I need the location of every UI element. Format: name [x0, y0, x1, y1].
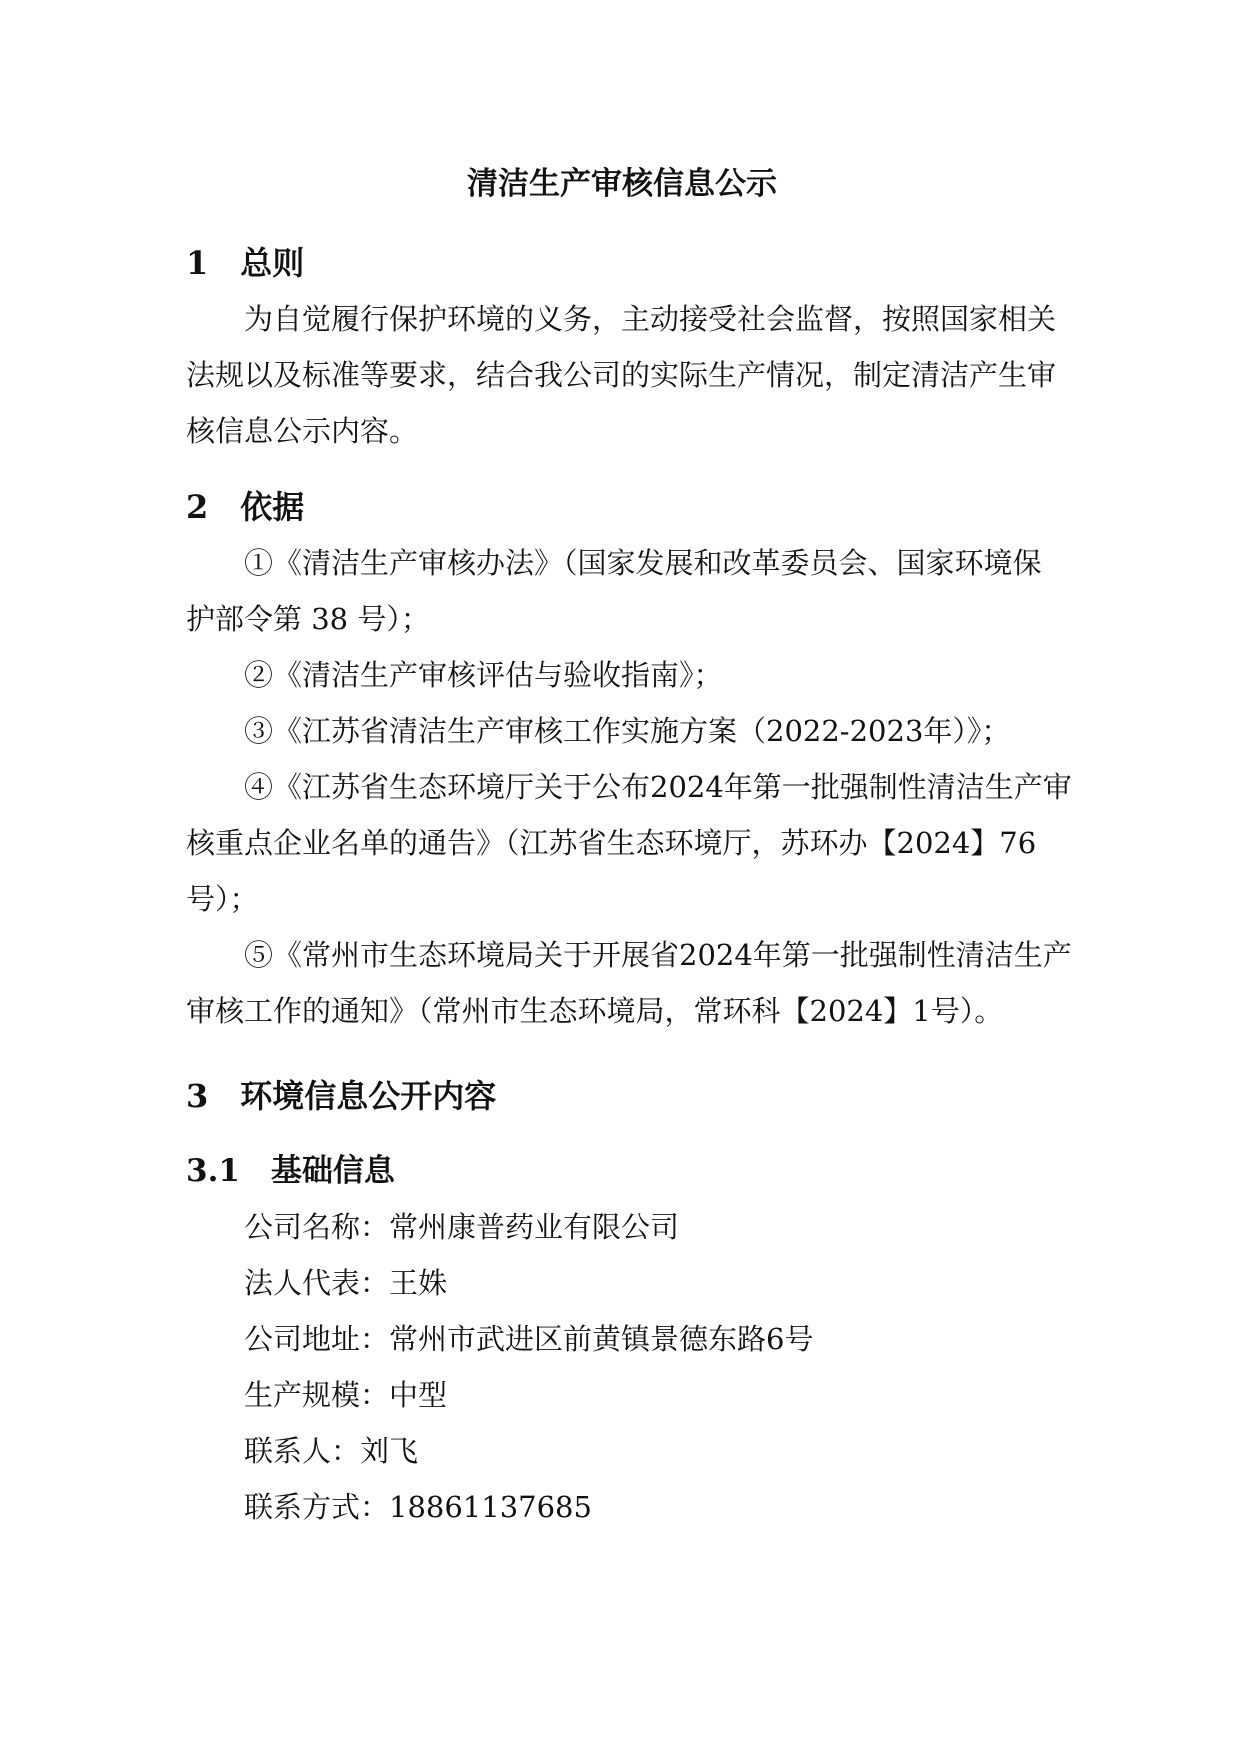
section-2-heading: 2 依据	[186, 488, 305, 526]
list-item-5-line: 审核工作的通知》（常州市生态环境局，常环科【2024】1号）。	[186, 994, 1004, 1028]
paragraph-line: 核信息公示内容。	[186, 414, 419, 448]
contact-phone-line: 联系方式：18861137685	[244, 1490, 592, 1524]
list-item-4-line: 核重点企业名单的通告》（江苏省生态环境厅，苏环办【2024】76	[186, 826, 1037, 860]
list-item-1-line: ①《清洁生产审核办法》（国家发展和改革委员会、国家环境保	[244, 546, 1042, 580]
list-item-5-line: ⑤《常州市生态环境局关于开展省2024年第一批强制性清洁生产	[244, 938, 1072, 972]
paragraph-line: 为自觉履行保护环境的义务，主动接受社会监督，按照国家相关	[244, 302, 1057, 336]
company-address-line: 公司地址：常州市武进区前黄镇景德东路6号	[244, 1322, 814, 1356]
section-1-heading: 1 总则	[186, 244, 305, 282]
document-title: 清洁生产审核信息公示	[467, 166, 777, 202]
section-3-heading: 3 环境信息公开内容	[186, 1077, 497, 1115]
basic-info-list	[186, 1199, 1058, 1535]
production-scale-line: 生产规模：中型	[244, 1378, 448, 1412]
list-item-4-line: 号）；	[186, 882, 259, 916]
list-item-4-line: ④《江苏省生态环境厅关于公布2024年第一批强制性清洁生产审	[244, 770, 1072, 804]
section-1-paragraph	[186, 291, 1058, 459]
paragraph-line: 法规以及标准等要求，结合我公司的实际生产情况，制定清洁产生审	[186, 358, 1057, 392]
company-name-line: 公司名称：常州康普药业有限公司	[244, 1210, 680, 1244]
section-3-1-heading: 3.1 基础信息	[186, 1153, 395, 1189]
contact-person-line: 联系人：刘飞	[244, 1434, 419, 1468]
legal-representative-line: 法人代表：王姝	[244, 1266, 448, 1300]
list-item-1-line: 护部令第 38 号）；	[186, 602, 430, 636]
list-item-3-line: ③《江苏省清洁生产审核工作实施方案（2022-2023年）》；	[244, 714, 1011, 748]
section-2-list	[186, 535, 1072, 1039]
list-item-2-line: ②《清洁生产审核评估与验收指南》；	[244, 658, 723, 692]
